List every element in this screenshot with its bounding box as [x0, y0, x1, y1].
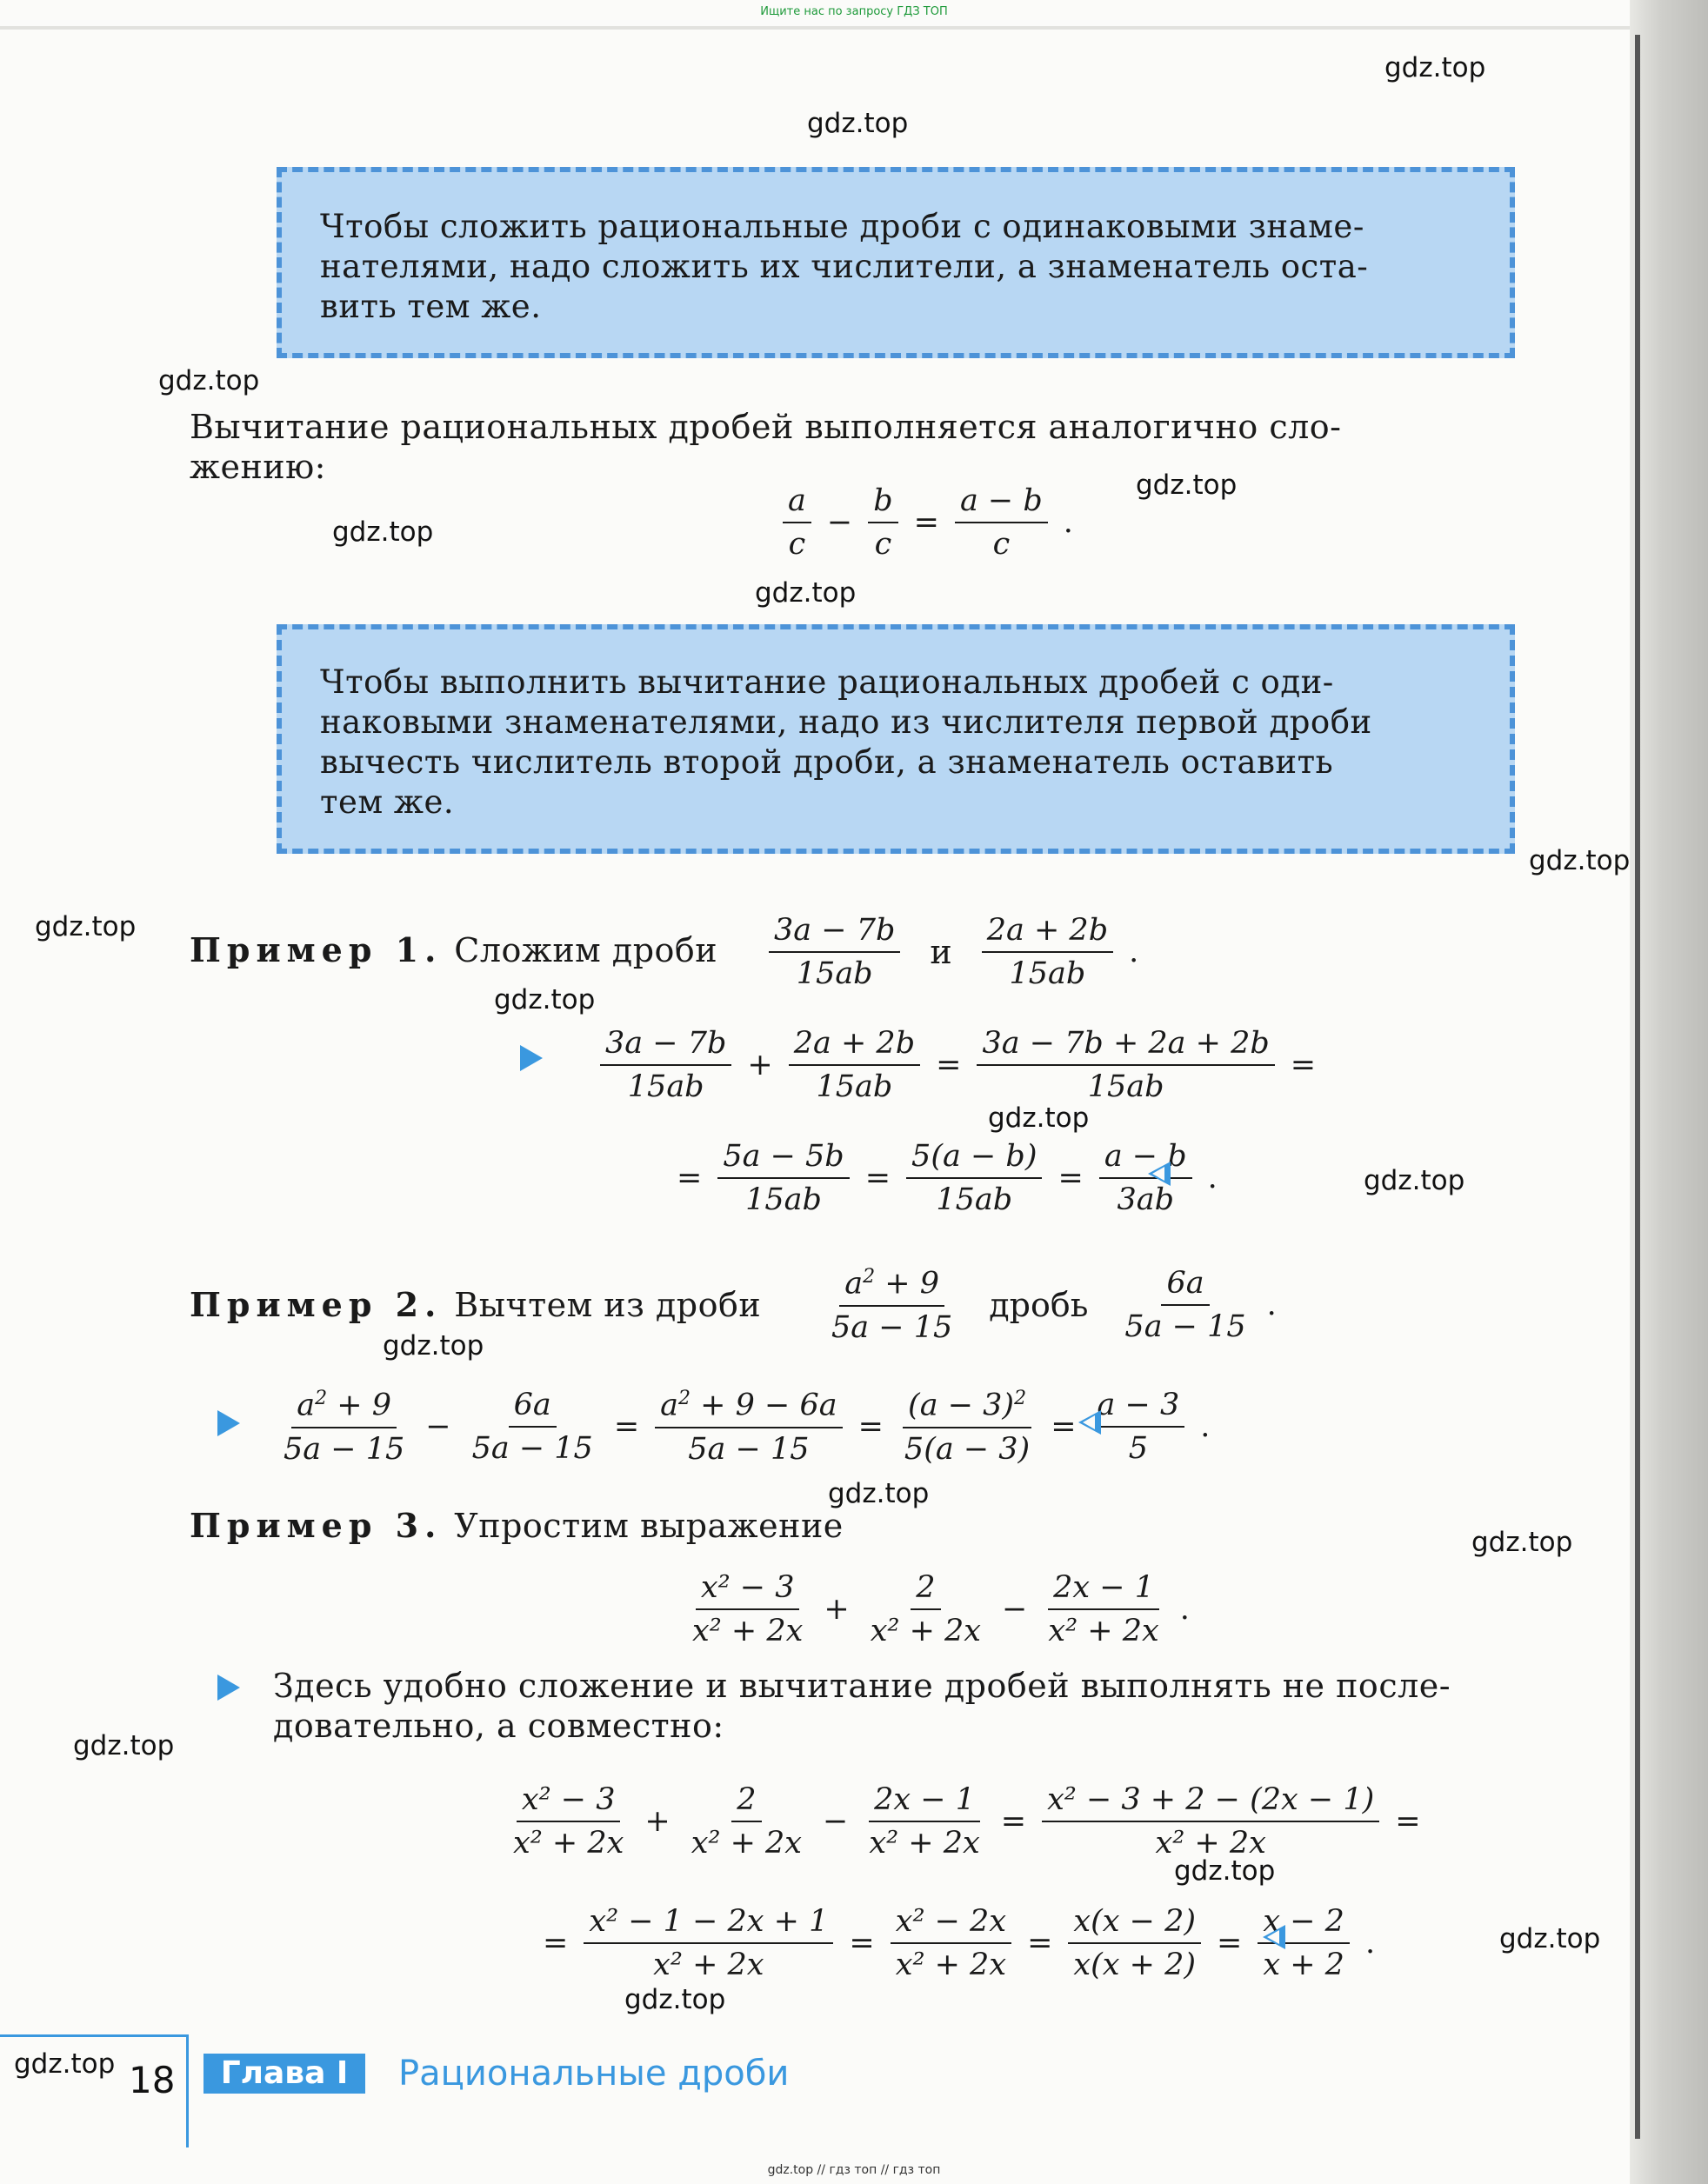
- example1-header: [190, 930, 717, 970]
- example1-line2: [670, 1139, 1224, 1217]
- fraction-numerator: 2x − 1: [1048, 1570, 1159, 1610]
- word-fraction: дробь: [989, 1286, 1089, 1325]
- fraction-denominator: 15ab: [936, 1182, 1013, 1217]
- top-banner[interactable]: Ищите нас по запросу ГДЗ ТОП: [760, 5, 948, 18]
- formula-denominator: c: [992, 527, 1011, 562]
- fraction-denominator: 5a − 15: [471, 1431, 593, 1467]
- example3-expression: [678, 1570, 1197, 1648]
- exponent: 2: [678, 1388, 691, 1409]
- example3-line1: [499, 1782, 1428, 1861]
- example3-line2: [536, 1904, 1382, 1982]
- rule-addition-text: Чтобы сложить рациональные дроби с одинаковыми знаме- нателями, надо сложить их числители, а знаменатель оста- вить тем же.: [320, 208, 1369, 325]
- footer-rule-vertical: [186, 2034, 189, 2147]
- watermark: gdz.top: [1364, 1165, 1465, 1196]
- period: .: [1200, 1409, 1211, 1445]
- fraction-numerator: 5a − 5b: [717, 1139, 849, 1179]
- fraction-numerator: 2x − 1: [869, 1782, 980, 1822]
- chapter-label: Глава I: [203, 2054, 365, 2094]
- plus-sign: +: [747, 1048, 773, 1082]
- fraction-denominator: 15ab: [627, 1069, 704, 1104]
- watermark: gdz.top: [988, 1102, 1090, 1134]
- solution-marker-icon: [217, 1675, 240, 1701]
- rule-box-addition: [277, 167, 1515, 358]
- equals-sign: =: [1057, 1161, 1084, 1195]
- period: .: [1364, 1926, 1376, 1961]
- fraction-numerator: x² − 2x: [891, 1904, 1011, 1944]
- watermark: gdz.top: [35, 911, 137, 942]
- fraction-denominator: 5: [1128, 1431, 1149, 1467]
- page-edge-shadow: [1630, 0, 1708, 2184]
- fraction-denominator: x² + 2x: [653, 1948, 764, 1982]
- fraction-numerator: 2a + 2b: [789, 1026, 920, 1066]
- fraction-denominator: 15ab: [1009, 956, 1086, 991]
- watermark: gdz.top: [1499, 1923, 1601, 1954]
- fraction-denominator: 15ab: [1087, 1069, 1164, 1104]
- example2-line: [270, 1388, 1217, 1467]
- example2-fractions: [817, 1266, 1284, 1345]
- plus-sign: +: [644, 1804, 671, 1839]
- fraction-denominator: x² + 2x: [692, 1614, 804, 1648]
- minus-sign: −: [823, 1804, 849, 1839]
- fraction-numerator: x(x − 2): [1068, 1904, 1201, 1944]
- subtraction-formula: [774, 483, 1080, 562]
- equals-sign: =: [857, 1409, 884, 1445]
- bottom-banner[interactable]: gdz.top // гдз топ // гдз топ: [767, 2163, 941, 2177]
- fraction-numerator: x² − 1 − 2x + 1: [584, 1904, 833, 1944]
- fraction-denominator: x² + 2x: [691, 1826, 803, 1861]
- fraction-denominator: 3ab: [1117, 1182, 1175, 1217]
- minus-sign: −: [1002, 1592, 1028, 1627]
- watermark: gdz.top: [1529, 845, 1631, 876]
- formula-denominator: c: [788, 527, 806, 562]
- base: a: [844, 1266, 864, 1302]
- fraction-denominator: x² + 2x: [513, 1826, 624, 1861]
- watermark: gdz.top: [828, 1478, 930, 1509]
- equals-sign: =: [1395, 1804, 1421, 1839]
- fraction-denominator: 5a − 15: [1124, 1309, 1246, 1345]
- example2-label: Пример 2.: [190, 1285, 443, 1324]
- example3-label: Пример 3.: [190, 1506, 443, 1545]
- fraction-numerator: 5(a − b): [906, 1139, 1042, 1179]
- watermark: gdz.top: [332, 516, 434, 548]
- example1-fractions: [760, 913, 1145, 991]
- page-binding-line: [1635, 35, 1640, 2139]
- equals-sign: =: [1290, 1048, 1317, 1082]
- fraction-numerator: [903, 1388, 1031, 1428]
- fraction-numerator: x² − 3: [517, 1782, 621, 1822]
- equals-sign: =: [936, 1048, 962, 1082]
- base: a: [660, 1388, 679, 1423]
- solution-end-icon: [1148, 1162, 1171, 1186]
- footer-rule: [0, 2034, 188, 2037]
- fraction-numerator: [655, 1388, 842, 1428]
- formula-numerator: a: [783, 483, 811, 523]
- fraction-denominator: 15ab: [745, 1182, 822, 1217]
- equals-sign: =: [1000, 1804, 1027, 1839]
- fraction-denominator: 15ab: [816, 1069, 893, 1104]
- solution-marker-icon: [217, 1410, 240, 1436]
- fraction-denominator: x² + 2x: [1155, 1826, 1266, 1861]
- solution-end-icon: [1078, 1410, 1101, 1435]
- example3-header: [190, 1506, 844, 1546]
- watermark: gdz.top: [73, 1730, 175, 1761]
- fraction-denominator: 5(a − 3): [904, 1431, 1031, 1467]
- period: .: [1129, 935, 1139, 969]
- period: .: [1179, 1592, 1190, 1627]
- equals-sign: =: [1027, 1926, 1053, 1961]
- formula-denominator: c: [874, 527, 892, 562]
- fraction-denominator: 5a − 15: [831, 1309, 953, 1345]
- watermark: gdz.top: [14, 2048, 116, 2080]
- fraction-numerator: 6a: [509, 1388, 557, 1428]
- watermark: gdz.top: [1174, 1855, 1276, 1887]
- fraction-denominator: x² + 2x: [869, 1826, 980, 1861]
- numerator-rest: + 9 − 6a: [691, 1388, 837, 1423]
- fraction-denominator: x² + 2x: [895, 1948, 1007, 1982]
- watermark: gdz.top: [755, 577, 857, 609]
- watermark: gdz.top: [383, 1330, 484, 1362]
- chapter-title: Рациональные дроби: [398, 2054, 790, 2094]
- top-scan-stripe: [0, 26, 1708, 30]
- fraction-numerator: 2a + 2b: [982, 913, 1113, 953]
- equals-sign: =: [864, 1161, 891, 1195]
- minus-sign: −: [425, 1409, 451, 1445]
- example2-text: Вычтем из дроби: [454, 1286, 762, 1324]
- watermark: gdz.top: [624, 1984, 726, 2015]
- fraction-numerator: x − 2: [1258, 1904, 1350, 1944]
- equals-sign: =: [913, 505, 939, 540]
- example2-header: [190, 1285, 761, 1325]
- formula-numerator: b: [868, 483, 897, 523]
- fraction-denominator: x² + 2x: [870, 1614, 982, 1648]
- fraction-denominator: 5a − 15: [284, 1431, 405, 1467]
- fraction-denominator: x² + 2x: [1048, 1614, 1159, 1648]
- page-number: 18: [129, 2059, 176, 2101]
- fraction-numerator: 3a − 7b: [769, 913, 900, 953]
- watermark: gdz.top: [158, 365, 260, 396]
- period: .: [1207, 1161, 1218, 1195]
- fraction-numerator: 2: [731, 1782, 761, 1822]
- equals-sign: =: [677, 1161, 703, 1195]
- exponent: 2: [315, 1388, 328, 1409]
- period: .: [1266, 1288, 1277, 1323]
- fraction-numerator: [291, 1388, 397, 1428]
- watermark: gdz.top: [1471, 1527, 1573, 1558]
- fraction-numerator: x² − 3 + 2 − (2x − 1): [1042, 1782, 1379, 1822]
- equals-sign: =: [613, 1409, 640, 1445]
- fraction-denominator: x(x + 2): [1073, 1948, 1197, 1982]
- watermark: gdz.top: [494, 984, 596, 1015]
- watermark: gdz.top: [1384, 52, 1486, 83]
- equals-sign: =: [1217, 1926, 1243, 1961]
- fraction-numerator: x² − 3: [696, 1570, 800, 1610]
- fraction-numerator: 3a − 7b + 2a + 2b: [977, 1026, 1274, 1066]
- conjunction: и: [930, 933, 952, 971]
- equals-sign: =: [543, 1926, 569, 1961]
- exponent: 2: [863, 1266, 876, 1288]
- numerator-rest: + 9: [875, 1266, 939, 1302]
- rule-box-subtraction: [277, 624, 1515, 854]
- fraction-numerator: a − b: [1099, 1139, 1192, 1179]
- exponent: 2: [1014, 1388, 1027, 1409]
- example1-line1: [591, 1026, 1323, 1104]
- plus-sign: +: [824, 1592, 850, 1627]
- formula-numerator: a − b: [955, 483, 1048, 523]
- fraction-numerator: 3a − 7b: [600, 1026, 731, 1066]
- base: a: [297, 1388, 316, 1423]
- example3-solution-text: Здесь удобно сложение и вычитание дробей выполнять не после- довательно, а совместно:: [273, 1667, 1451, 1745]
- subtraction-intro: Вычитание рациональных дробей выполняется аналогично сло- жению:: [190, 408, 1342, 486]
- period: .: [1063, 505, 1073, 540]
- example1-text: Сложим дроби: [454, 931, 718, 969]
- watermark: gdz.top: [1136, 469, 1238, 501]
- numerator-rest: + 9: [327, 1388, 391, 1423]
- equals-sign: =: [1051, 1409, 1077, 1445]
- fraction-denominator: 15ab: [796, 956, 873, 991]
- minus-sign: −: [826, 505, 853, 540]
- example1-label: Пример 1.: [190, 930, 443, 969]
- example3-text: Упростим выражение: [454, 1507, 844, 1545]
- solution-end-icon: [1263, 1925, 1285, 1949]
- fraction-denominator: x + 2: [1263, 1948, 1344, 1982]
- fraction-denominator: 5a − 15: [688, 1431, 810, 1467]
- fraction-numerator: [839, 1266, 944, 1307]
- fraction-numerator: 2: [911, 1570, 940, 1610]
- solution-marker-icon: [520, 1045, 543, 1071]
- equals-sign: =: [849, 1926, 875, 1961]
- watermark: gdz.top: [807, 108, 909, 139]
- base: (a − 3): [908, 1388, 1015, 1423]
- rule-subtraction-text: Чтобы выполнить вычитание рациональных дробей с оди- наковыми знаменателями, надо из числителя первой дроби вычесть числитель второй дроби, а знаменатель оставить тем же.: [320, 663, 1372, 821]
- fraction-numerator: a − 3: [1092, 1388, 1185, 1428]
- fraction-numerator: 6a: [1161, 1266, 1209, 1306]
